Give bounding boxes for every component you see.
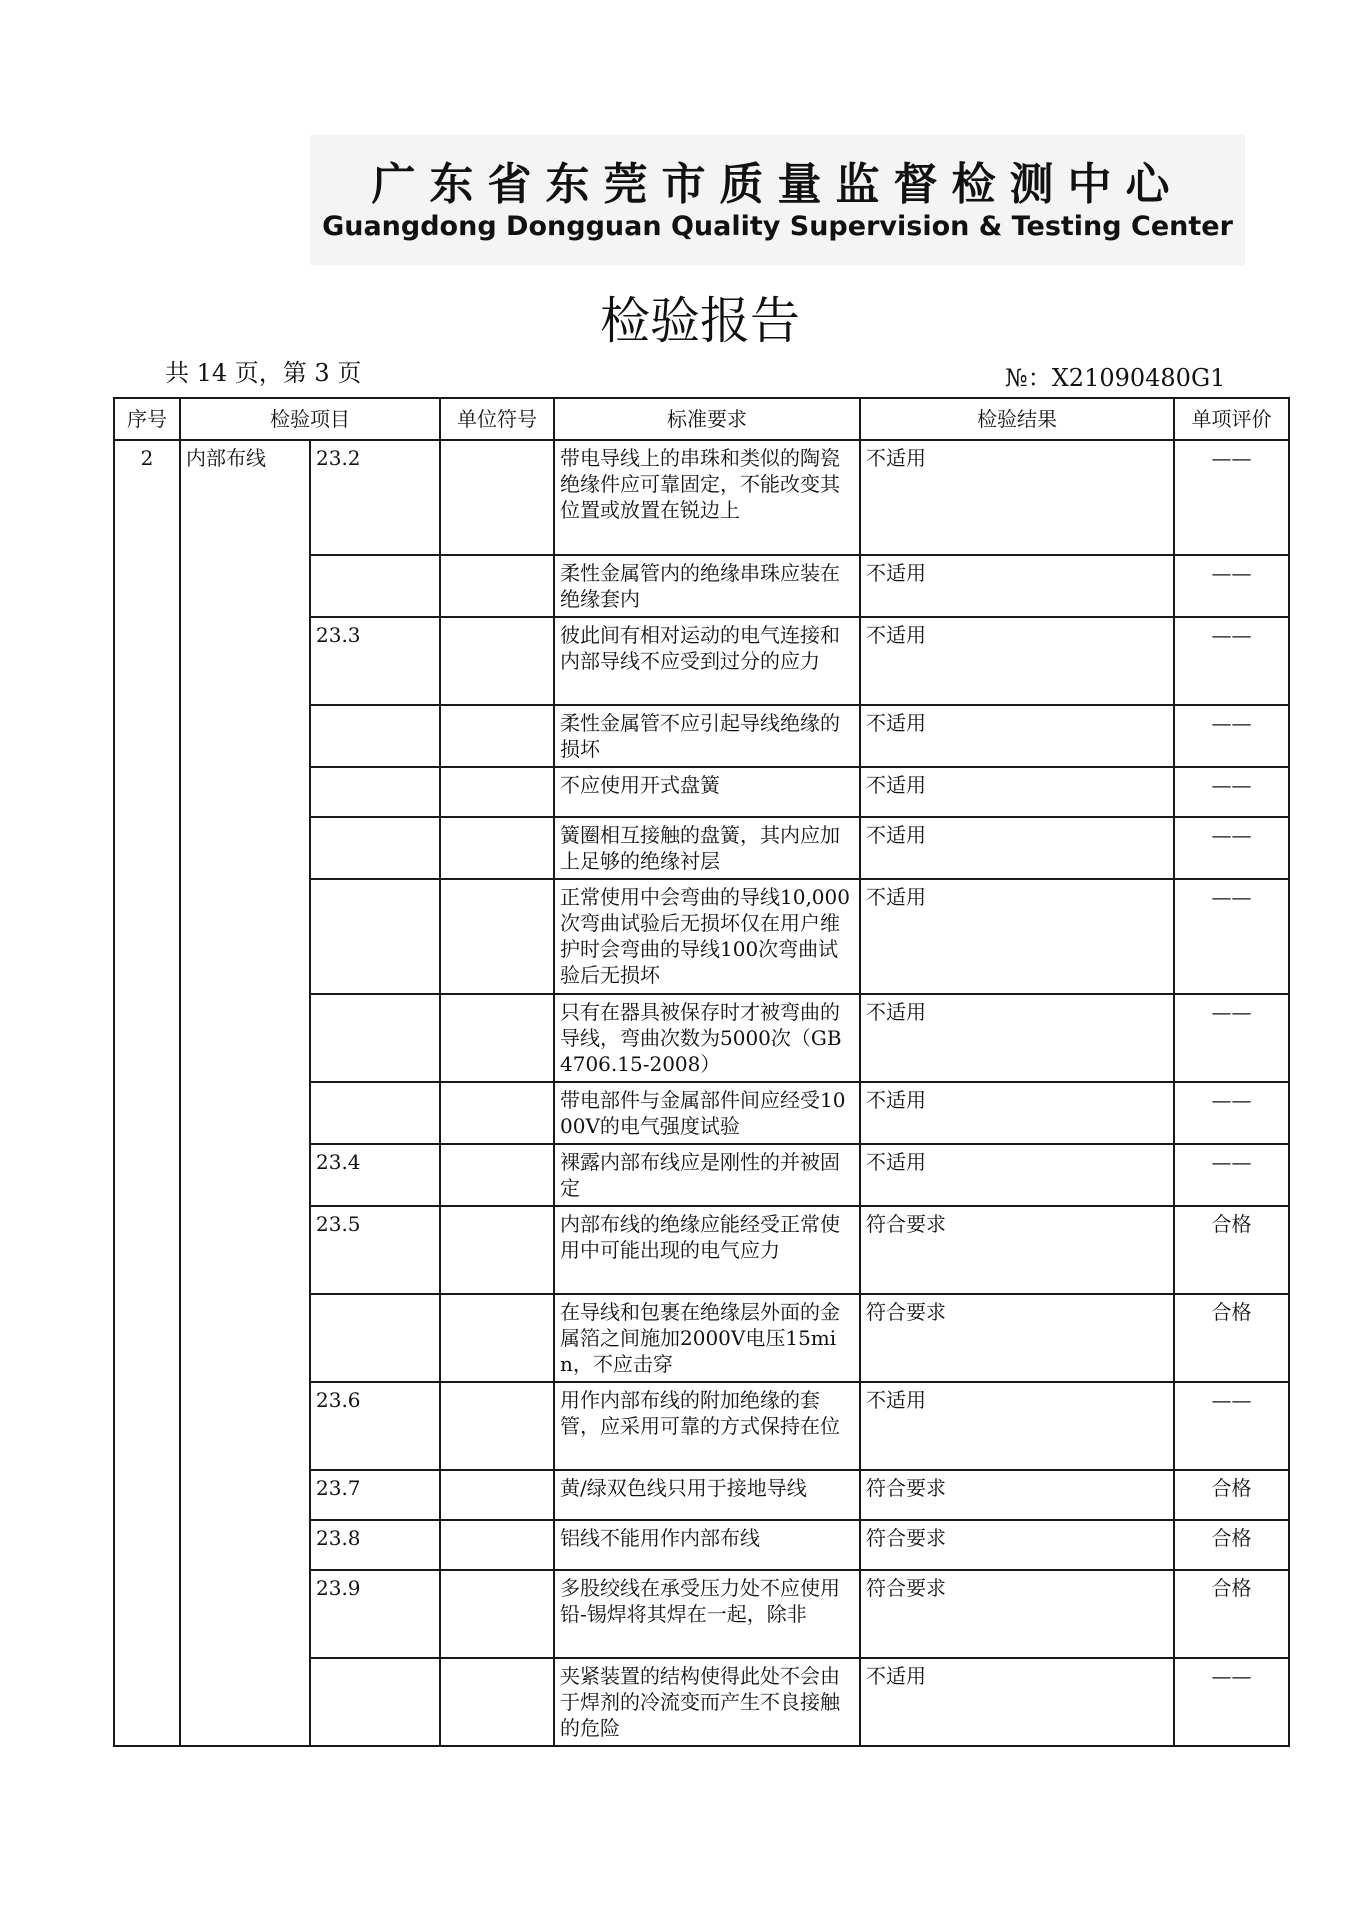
result-cell: 符合要求 [860, 1520, 1174, 1570]
unit-cell [440, 879, 554, 994]
requirement-cell: 柔性金属管不应引起导线绝缘的损坏 [554, 705, 860, 767]
clause-cell: 23.6 [310, 1382, 440, 1470]
requirement-cell: 夹紧装置的结构使得此处不会由于焊剂的冷流变而产生不良接触的危险 [554, 1658, 860, 1746]
result-cell: 符合要求 [860, 1470, 1174, 1520]
unit-cell [440, 555, 554, 617]
result-cell: 不适用 [860, 705, 1174, 767]
evaluation-cell: —— [1174, 767, 1289, 817]
item-cell: 内部布线 [180, 440, 310, 1746]
column-header-item: 检验项目 [180, 398, 440, 440]
requirement-cell: 黄/绿双色线只用于接地导线 [554, 1470, 860, 1520]
requirement-cell: 簧圈相互接触的盘簧，其内应加上足够的绝缘衬层 [554, 817, 860, 879]
unit-cell [440, 617, 554, 705]
evaluation-cell: 合格 [1174, 1294, 1289, 1382]
result-cell: 不适用 [860, 817, 1174, 879]
evaluation-cell: 合格 [1174, 1570, 1289, 1658]
inspection-table [113, 397, 1290, 1747]
evaluation-cell: —— [1174, 1658, 1289, 1746]
unit-cell [440, 1082, 554, 1144]
requirement-cell: 带电部件与金属部件间应经受1000V的电气强度试验 [554, 1082, 860, 1144]
result-cell: 不适用 [860, 1382, 1174, 1470]
result-cell: 不适用 [860, 555, 1174, 617]
table-row [114, 440, 1289, 555]
clause-cell [310, 1294, 440, 1382]
clause-cell [310, 1658, 440, 1746]
unit-cell [440, 1294, 554, 1382]
requirement-cell: 只有在器具被保存时才被弯曲的导线，弯曲次数为5000次（GB 4706.15-2008） [554, 994, 860, 1082]
requirement-cell: 内部布线的绝缘应能经受正常使用中可能出现的电气应力 [554, 1206, 860, 1294]
clause-cell [310, 767, 440, 817]
unit-cell [440, 1144, 554, 1206]
organization-name-cn: 广东省东莞市质量监督检测中心 [371, 159, 1184, 210]
evaluation-cell: 合格 [1174, 1520, 1289, 1570]
requirement-cell: 带电导线上的串珠和类似的陶瓷绝缘件应可靠固定，不能改变其位置或放置在锐边上 [554, 440, 860, 555]
unit-cell [440, 1470, 554, 1520]
evaluation-cell: 合格 [1174, 1470, 1289, 1520]
clause-cell [310, 879, 440, 994]
evaluation-cell: —— [1174, 1082, 1289, 1144]
requirement-cell: 裸露内部布线应是刚性的并被固定 [554, 1144, 860, 1206]
requirement-cell: 正常使用中会弯曲的导线10,000次弯曲试验后无损坏仅在用户维护时会弯曲的导线100次弯曲试验后无损坏 [554, 879, 860, 994]
requirement-cell: 彼此间有相对运动的电气连接和内部导线不应受到过分的应力 [554, 617, 860, 705]
column-header-seq: 序号 [114, 398, 180, 440]
table-body [114, 440, 1289, 1746]
clause-cell [310, 1082, 440, 1144]
requirement-cell: 不应使用开式盘簧 [554, 767, 860, 817]
evaluation-cell: —— [1174, 1382, 1289, 1470]
result-cell: 不适用 [860, 1144, 1174, 1206]
organization-name-en: Guangdong Dongguan Quality Supervision & Testing Center [322, 211, 1233, 242]
requirement-cell: 在导线和包裹在绝缘层外面的金属箔之间施加2000V电压15min，不应击穿 [554, 1294, 860, 1382]
clause-cell [310, 555, 440, 617]
evaluation-cell: —— [1174, 1144, 1289, 1206]
column-header-requirement: 标准要求 [554, 398, 860, 440]
result-cell: 不适用 [860, 1658, 1174, 1746]
evaluation-cell: —— [1174, 440, 1289, 555]
result-cell: 不适用 [860, 1082, 1174, 1144]
unit-cell [440, 1382, 554, 1470]
result-cell: 不适用 [860, 879, 1174, 994]
clause-cell [310, 705, 440, 767]
result-cell: 不适用 [860, 440, 1174, 555]
clause-cell: 23.4 [310, 1144, 440, 1206]
requirement-cell: 用作内部布线的附加绝缘的套管，应采用可靠的方式保持在位 [554, 1382, 860, 1470]
requirement-cell: 柔性金属管内的绝缘串珠应装在绝缘套内 [554, 555, 860, 617]
evaluation-cell: —— [1174, 817, 1289, 879]
evaluation-cell: —— [1174, 879, 1289, 994]
clause-cell: 23.9 [310, 1570, 440, 1658]
clause-cell: 23.5 [310, 1206, 440, 1294]
report-title: 检验报告 [600, 292, 800, 350]
unit-cell [440, 705, 554, 767]
result-cell: 符合要求 [860, 1294, 1174, 1382]
result-cell: 不适用 [860, 617, 1174, 705]
result-cell: 符合要求 [860, 1206, 1174, 1294]
evaluation-cell: —— [1174, 705, 1289, 767]
unit-cell [440, 440, 554, 555]
result-cell: 不适用 [860, 767, 1174, 817]
requirement-cell: 多股绞线在承受压力处不应使用铅-锡焊将其焊在一起，除非 [554, 1570, 860, 1658]
unit-cell [440, 817, 554, 879]
result-cell: 符合要求 [860, 1570, 1174, 1658]
clause-cell [310, 817, 440, 879]
clause-cell: 23.3 [310, 617, 440, 705]
unit-cell [440, 1570, 554, 1658]
unit-cell [440, 1520, 554, 1570]
requirement-cell: 铝线不能用作内部布线 [554, 1520, 860, 1570]
clause-cell: 23.2 [310, 440, 440, 555]
column-header-result: 检验结果 [860, 398, 1174, 440]
clause-cell [310, 994, 440, 1082]
evaluation-cell: —— [1174, 994, 1289, 1082]
result-cell: 不适用 [860, 994, 1174, 1082]
seq-cell: 2 [114, 440, 180, 1746]
clause-cell: 23.7 [310, 1470, 440, 1520]
unit-cell [440, 767, 554, 817]
unit-cell [440, 994, 554, 1082]
page-info: 共 14 页，第 3 页 [165, 359, 362, 387]
column-header-unit: 单位符号 [440, 398, 554, 440]
clause-cell: 23.8 [310, 1520, 440, 1570]
unit-cell [440, 1658, 554, 1746]
column-header-evaluation: 单项评价 [1174, 398, 1289, 440]
table-header-row [114, 398, 1289, 440]
evaluation-cell: —— [1174, 617, 1289, 705]
report-number: №：X21090480G1 [1005, 364, 1226, 392]
evaluation-cell: 合格 [1174, 1206, 1289, 1294]
evaluation-cell: —— [1174, 555, 1289, 617]
unit-cell [440, 1206, 554, 1294]
